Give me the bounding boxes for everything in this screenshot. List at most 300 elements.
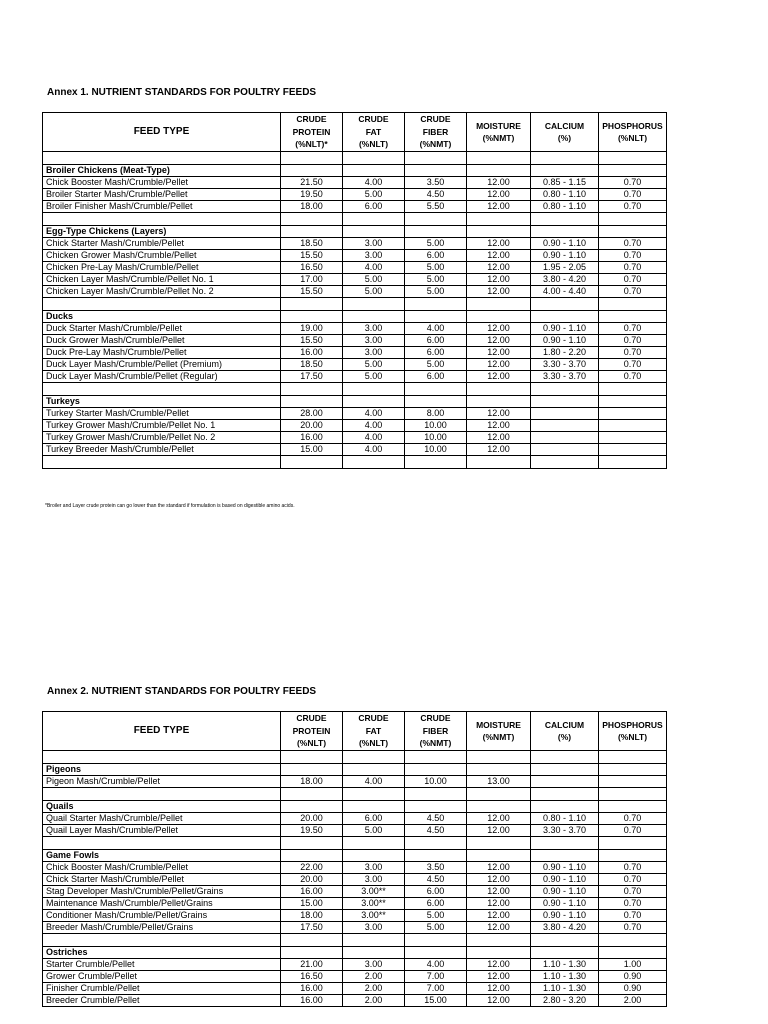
empty-cell xyxy=(281,298,343,311)
value-cell: 13.00 xyxy=(467,776,531,788)
empty-cell xyxy=(405,788,467,801)
table-row xyxy=(43,874,667,886)
value-cell: 1.80 - 2.20 xyxy=(531,347,599,359)
empty-cell xyxy=(43,837,281,850)
value-cell: 12.00 xyxy=(467,250,531,262)
value-cell: 12.00 xyxy=(467,874,531,886)
group-heading-row xyxy=(43,396,667,408)
column-header xyxy=(343,113,405,152)
empty-cell xyxy=(281,947,343,959)
group-heading: Egg-Type Chickens (Layers) xyxy=(43,226,281,238)
value-cell: 3.00** xyxy=(343,910,405,922)
empty-cell xyxy=(281,311,343,323)
column-header-line: (%NLT)* xyxy=(295,139,328,150)
header-row xyxy=(43,712,667,751)
value-cell: 3.00 xyxy=(343,874,405,886)
empty-cell xyxy=(599,788,667,801)
value-cell: 19.50 xyxy=(281,825,343,837)
empty-cell xyxy=(405,456,467,469)
value-cell: 10.00 xyxy=(405,444,467,456)
empty-cell xyxy=(467,788,531,801)
empty-cell xyxy=(281,396,343,408)
table-row xyxy=(43,201,667,213)
value-cell: 0.85 - 1.15 xyxy=(531,177,599,189)
empty-cell xyxy=(599,383,667,396)
value-cell: 3.00 xyxy=(343,959,405,971)
empty-cell xyxy=(467,213,531,226)
value-cell: 4.00 xyxy=(343,776,405,788)
column-header-line: FAT xyxy=(365,725,382,736)
value-cell: 7.00 xyxy=(405,971,467,983)
value-cell: 5.00 xyxy=(405,922,467,934)
value-cell: 3.50 xyxy=(405,177,467,189)
column-header xyxy=(531,113,599,152)
empty-cell xyxy=(281,213,343,226)
column-header-line: PROTEIN xyxy=(292,126,331,137)
empty-cell xyxy=(405,764,467,776)
empty-cell xyxy=(531,165,599,177)
column-header-line: (%NLT) xyxy=(617,732,648,742)
value-cell: 12.00 xyxy=(467,359,531,371)
value-cell: 0.70 xyxy=(599,886,667,898)
empty-cell xyxy=(343,226,405,238)
value-cell: 6.00 xyxy=(343,813,405,825)
empty-cell xyxy=(531,850,599,862)
value-cell: 5.00 xyxy=(405,262,467,274)
table-row xyxy=(43,862,667,874)
column-header xyxy=(405,113,467,152)
column-header-line: (%NLT) xyxy=(296,738,327,749)
value-cell: 4.00 xyxy=(405,323,467,335)
value-cell: 0.90 - 1.10 xyxy=(531,886,599,898)
value-cell: 20.00 xyxy=(281,874,343,886)
column-header xyxy=(467,712,531,751)
value-cell: 0.70 xyxy=(599,922,667,934)
value-cell: 10.00 xyxy=(405,432,467,444)
table-row xyxy=(43,444,667,456)
column-header-line: (%) xyxy=(557,133,572,143)
empty-cell xyxy=(599,801,667,813)
empty-cell xyxy=(531,226,599,238)
value-cell: 8.00 xyxy=(405,408,467,420)
value-cell xyxy=(599,444,667,456)
value-cell: 3.00** xyxy=(343,886,405,898)
value-cell: 12.00 xyxy=(467,371,531,383)
empty-cell xyxy=(43,934,281,947)
column-header xyxy=(343,712,405,751)
table-row xyxy=(43,177,667,189)
empty-cell xyxy=(599,456,667,469)
empty-cell xyxy=(43,751,281,764)
empty-cell xyxy=(467,764,531,776)
column-header-line: FAT xyxy=(365,126,382,137)
value-cell: 12.00 xyxy=(467,922,531,934)
value-cell: 1.10 - 1.30 xyxy=(531,983,599,995)
empty-cell xyxy=(599,226,667,238)
table-row xyxy=(43,408,667,420)
value-cell: 0.70 xyxy=(599,335,667,347)
value-cell: 15.50 xyxy=(281,335,343,347)
table-row xyxy=(43,898,667,910)
feed-type-cell: Turkey Breeder Mash/Crumble/Pellet xyxy=(43,444,281,456)
empty-cell xyxy=(281,152,343,165)
value-cell: 12.00 xyxy=(467,347,531,359)
value-cell: 5.00 xyxy=(405,910,467,922)
value-cell: 18.50 xyxy=(281,359,343,371)
empty-cell xyxy=(405,298,467,311)
value-cell xyxy=(599,420,667,432)
value-cell: 3.30 - 3.70 xyxy=(531,371,599,383)
feed-type-cell: Chick Starter Mash/Crumble/Pellet xyxy=(43,238,281,250)
table-row xyxy=(43,250,667,262)
annex2-table xyxy=(42,711,667,1007)
empty-cell xyxy=(531,751,599,764)
empty-cell xyxy=(467,298,531,311)
value-cell xyxy=(599,776,667,788)
value-cell: 3.80 - 4.20 xyxy=(531,922,599,934)
value-cell: 16.00 xyxy=(281,886,343,898)
empty-cell xyxy=(467,751,531,764)
table-row xyxy=(43,323,667,335)
empty-cell xyxy=(405,751,467,764)
value-cell: 0.90 - 1.10 xyxy=(531,238,599,250)
empty-cell xyxy=(343,456,405,469)
value-cell: 0.70 xyxy=(599,813,667,825)
empty-cell xyxy=(405,837,467,850)
empty-cell xyxy=(281,751,343,764)
column-header-line: MOISTURE xyxy=(476,719,521,730)
value-cell: 6.00 xyxy=(405,886,467,898)
empty-cell xyxy=(405,383,467,396)
value-cell xyxy=(531,432,599,444)
value-cell: 15.50 xyxy=(281,250,343,262)
value-cell: 0.70 xyxy=(599,825,667,837)
value-cell: 3.80 - 4.20 xyxy=(531,274,599,286)
empty-cell xyxy=(343,837,405,850)
table-row xyxy=(43,886,667,898)
empty-cell xyxy=(467,934,531,947)
empty-cell xyxy=(531,396,599,408)
value-cell xyxy=(531,408,599,420)
feed-type-cell: Duck Starter Mash/Crumble/Pellet xyxy=(43,323,281,335)
value-cell: 4.50 xyxy=(405,825,467,837)
column-header-line: (%NLT) xyxy=(617,133,648,143)
value-cell: 0.90 xyxy=(599,983,667,995)
column-header-line: CALCIUM xyxy=(544,120,585,131)
empty-cell xyxy=(281,801,343,813)
value-cell: 0.70 xyxy=(599,323,667,335)
blank-row xyxy=(43,456,667,469)
table-row xyxy=(43,286,667,298)
empty-cell xyxy=(531,311,599,323)
empty-cell xyxy=(343,213,405,226)
value-cell: 0.80 - 1.10 xyxy=(531,813,599,825)
value-cell: 3.00 xyxy=(343,323,405,335)
empty-cell xyxy=(467,850,531,862)
group-heading: Game Fowls xyxy=(43,850,281,862)
value-cell: 4.00 xyxy=(343,262,405,274)
value-cell xyxy=(599,432,667,444)
empty-cell xyxy=(599,764,667,776)
column-header xyxy=(281,113,343,152)
value-cell: 12.00 xyxy=(467,813,531,825)
feed-type-cell: Chick Booster Mash/Crumble/Pellet xyxy=(43,177,281,189)
value-cell: 0.70 xyxy=(599,910,667,922)
table-row xyxy=(43,983,667,995)
value-cell: 5.50 xyxy=(405,201,467,213)
value-cell: 4.00 xyxy=(343,444,405,456)
blank-row xyxy=(43,934,667,947)
empty-cell xyxy=(43,298,281,311)
value-cell: 12.00 xyxy=(467,323,531,335)
empty-cell xyxy=(599,165,667,177)
column-header xyxy=(599,712,667,751)
empty-cell xyxy=(531,152,599,165)
value-cell: 12.00 xyxy=(467,862,531,874)
value-cell: 0.70 xyxy=(599,262,667,274)
value-cell xyxy=(531,420,599,432)
table-row xyxy=(43,432,667,444)
feed-type-cell: Duck Layer Mash/Crumble/Pellet (Premium) xyxy=(43,359,281,371)
group-heading-row xyxy=(43,801,667,813)
column-header-line: (%NMT) xyxy=(482,133,515,143)
value-cell: 12.00 xyxy=(467,335,531,347)
column-header-line: CRUDE xyxy=(420,713,451,724)
empty-cell xyxy=(467,947,531,959)
value-cell: 4.00 xyxy=(405,959,467,971)
empty-cell xyxy=(531,934,599,947)
table-row xyxy=(43,335,667,347)
value-cell: 12.00 xyxy=(467,444,531,456)
table-row xyxy=(43,922,667,934)
empty-cell xyxy=(343,152,405,165)
value-cell: 12.00 xyxy=(467,432,531,444)
empty-cell xyxy=(467,456,531,469)
value-cell: 12.00 xyxy=(467,898,531,910)
annex2-title: Annex 2. NUTRIENT STANDARDS FOR POULTRY FEEDS xyxy=(47,686,317,697)
value-cell: 0.80 - 1.10 xyxy=(531,201,599,213)
feed-type-cell: Turkey Starter Mash/Crumble/Pellet xyxy=(43,408,281,420)
table-row xyxy=(43,274,667,286)
feed-type-cell: Broiler Starter Mash/Crumble/Pellet xyxy=(43,189,281,201)
group-heading-row xyxy=(43,764,667,776)
value-cell: 0.90 - 1.10 xyxy=(531,862,599,874)
feed-type-cell: Duck Grower Mash/Crumble/Pellet xyxy=(43,335,281,347)
feed-type-cell: Breeder Crumble/Pellet xyxy=(43,995,281,1007)
value-cell: 12.00 xyxy=(467,177,531,189)
feed-type-cell: Chick Starter Mash/Crumble/Pellet xyxy=(43,874,281,886)
value-cell: 1.10 - 1.30 xyxy=(531,959,599,971)
empty-cell xyxy=(405,850,467,862)
table-row xyxy=(43,776,667,788)
empty-cell xyxy=(281,456,343,469)
empty-cell xyxy=(281,764,343,776)
value-cell: 3.00 xyxy=(343,238,405,250)
value-cell: 3.00 xyxy=(343,922,405,934)
value-cell: 22.00 xyxy=(281,862,343,874)
annex1-footnote: *Broiler and Layer crude protein can go lower than the standard if formulation is based on digestible amino acids. xyxy=(45,503,295,509)
empty-cell xyxy=(281,850,343,862)
empty-cell xyxy=(405,226,467,238)
empty-cell xyxy=(467,383,531,396)
value-cell: 12.00 xyxy=(467,971,531,983)
group-heading: Ostriches xyxy=(43,947,281,959)
empty-cell xyxy=(43,788,281,801)
value-cell: 20.00 xyxy=(281,420,343,432)
column-header-line: FEED TYPE xyxy=(133,125,190,137)
value-cell: 19.50 xyxy=(281,189,343,201)
group-heading-row xyxy=(43,947,667,959)
value-cell xyxy=(531,776,599,788)
empty-cell xyxy=(281,165,343,177)
empty-cell xyxy=(343,934,405,947)
empty-cell xyxy=(343,788,405,801)
value-cell xyxy=(531,444,599,456)
value-cell: 12.00 xyxy=(467,189,531,201)
value-cell: 0.70 xyxy=(599,238,667,250)
group-heading: Quails xyxy=(43,801,281,813)
empty-cell xyxy=(43,383,281,396)
blank-row xyxy=(43,788,667,801)
value-cell: 20.00 xyxy=(281,813,343,825)
value-cell: 6.00 xyxy=(405,371,467,383)
empty-cell xyxy=(405,801,467,813)
value-cell: 3.00 xyxy=(343,335,405,347)
column-header-line: FIBER xyxy=(422,126,449,137)
empty-cell xyxy=(405,165,467,177)
value-cell: 15.00 xyxy=(405,995,467,1007)
value-cell: 28.00 xyxy=(281,408,343,420)
empty-cell xyxy=(467,396,531,408)
empty-cell xyxy=(599,837,667,850)
empty-cell xyxy=(531,837,599,850)
column-header-line: MOISTURE xyxy=(476,120,521,131)
value-cell: 12.00 xyxy=(467,201,531,213)
table-row xyxy=(43,825,667,837)
group-heading: Pigeons xyxy=(43,764,281,776)
value-cell: 19.00 xyxy=(281,323,343,335)
value-cell: 1.95 - 2.05 xyxy=(531,262,599,274)
empty-cell xyxy=(599,298,667,311)
value-cell: 12.00 xyxy=(467,959,531,971)
value-cell: 3.00 xyxy=(343,862,405,874)
value-cell: 4.50 xyxy=(405,813,467,825)
feed-type-cell: Chicken Layer Mash/Crumble/Pellet No. 2 xyxy=(43,286,281,298)
value-cell: 2.00 xyxy=(343,983,405,995)
value-cell: 5.00 xyxy=(343,359,405,371)
value-cell: 12.00 xyxy=(467,262,531,274)
value-cell: 0.70 xyxy=(599,898,667,910)
table-row xyxy=(43,371,667,383)
column-header xyxy=(531,712,599,751)
value-cell: 3.30 - 3.70 xyxy=(531,825,599,837)
column-header-line: FEED TYPE xyxy=(133,724,190,736)
value-cell: 0.80 - 1.10 xyxy=(531,189,599,201)
annex1-title: Annex 1. NUTRIENT STANDARDS FOR POULTRY FEEDS xyxy=(47,87,317,98)
empty-cell xyxy=(531,764,599,776)
empty-cell xyxy=(531,788,599,801)
column-header-line: PHOSPHORUS xyxy=(602,719,663,730)
value-cell: 10.00 xyxy=(405,420,467,432)
empty-cell xyxy=(343,947,405,959)
value-cell: 21.50 xyxy=(281,177,343,189)
value-cell: 18.50 xyxy=(281,238,343,250)
empty-cell xyxy=(343,383,405,396)
value-cell: 3.00** xyxy=(343,898,405,910)
column-header-line: (%) xyxy=(557,732,572,742)
feed-type-cell: Pigeon Mash/Crumble/Pellet xyxy=(43,776,281,788)
empty-cell xyxy=(405,947,467,959)
value-cell: 12.00 xyxy=(467,420,531,432)
value-cell: 3.00 xyxy=(343,347,405,359)
empty-cell xyxy=(599,947,667,959)
feed-type-cell: Turkey Grower Mash/Crumble/Pellet No. 1 xyxy=(43,420,281,432)
value-cell: 0.90 - 1.10 xyxy=(531,250,599,262)
column-header xyxy=(467,113,531,152)
value-cell: 0.90 - 1.10 xyxy=(531,910,599,922)
value-cell: 12.00 xyxy=(467,910,531,922)
value-cell: 0.90 xyxy=(599,971,667,983)
empty-cell xyxy=(599,213,667,226)
empty-cell xyxy=(343,311,405,323)
value-cell: 18.00 xyxy=(281,201,343,213)
feed-type-cell: Turkey Grower Mash/Crumble/Pellet No. 2 xyxy=(43,432,281,444)
value-cell: 0.90 - 1.10 xyxy=(531,874,599,886)
empty-cell xyxy=(405,396,467,408)
value-cell: 18.00 xyxy=(281,910,343,922)
empty-cell xyxy=(467,801,531,813)
empty-cell xyxy=(599,934,667,947)
value-cell: 2.80 - 3.20 xyxy=(531,995,599,1007)
value-cell: 16.00 xyxy=(281,347,343,359)
value-cell: 15.00 xyxy=(281,444,343,456)
group-heading-row xyxy=(43,165,667,177)
value-cell xyxy=(599,408,667,420)
value-cell: 21.00 xyxy=(281,959,343,971)
header-row xyxy=(43,113,667,152)
value-cell: 0.70 xyxy=(599,189,667,201)
value-cell: 0.90 - 1.10 xyxy=(531,323,599,335)
value-cell: 1.00 xyxy=(599,959,667,971)
value-cell: 6.00 xyxy=(405,347,467,359)
column-header-line: CALCIUM xyxy=(544,719,585,730)
blank-row xyxy=(43,213,667,226)
blank-row xyxy=(43,152,667,165)
table-row xyxy=(43,813,667,825)
value-cell: 12.00 xyxy=(467,825,531,837)
value-cell: 5.00 xyxy=(405,286,467,298)
column-header-line: PROTEIN xyxy=(292,725,331,736)
blank-row xyxy=(43,298,667,311)
empty-cell xyxy=(531,213,599,226)
empty-cell xyxy=(281,383,343,396)
empty-cell xyxy=(343,751,405,764)
empty-cell xyxy=(405,213,467,226)
value-cell: 0.70 xyxy=(599,359,667,371)
feed-type-cell: Chicken Layer Mash/Crumble/Pellet No. 1 xyxy=(43,274,281,286)
empty-cell xyxy=(281,837,343,850)
value-cell: 5.00 xyxy=(343,189,405,201)
feed-type-cell: Duck Layer Mash/Crumble/Pellet (Regular) xyxy=(43,371,281,383)
table-row xyxy=(43,359,667,371)
value-cell: 6.00 xyxy=(405,898,467,910)
table-row xyxy=(43,959,667,971)
value-cell: 3.50 xyxy=(405,862,467,874)
feed-type-cell: Broiler Finisher Mash/Crumble/Pellet xyxy=(43,201,281,213)
empty-cell xyxy=(599,751,667,764)
empty-cell xyxy=(43,456,281,469)
value-cell: 0.70 xyxy=(599,201,667,213)
